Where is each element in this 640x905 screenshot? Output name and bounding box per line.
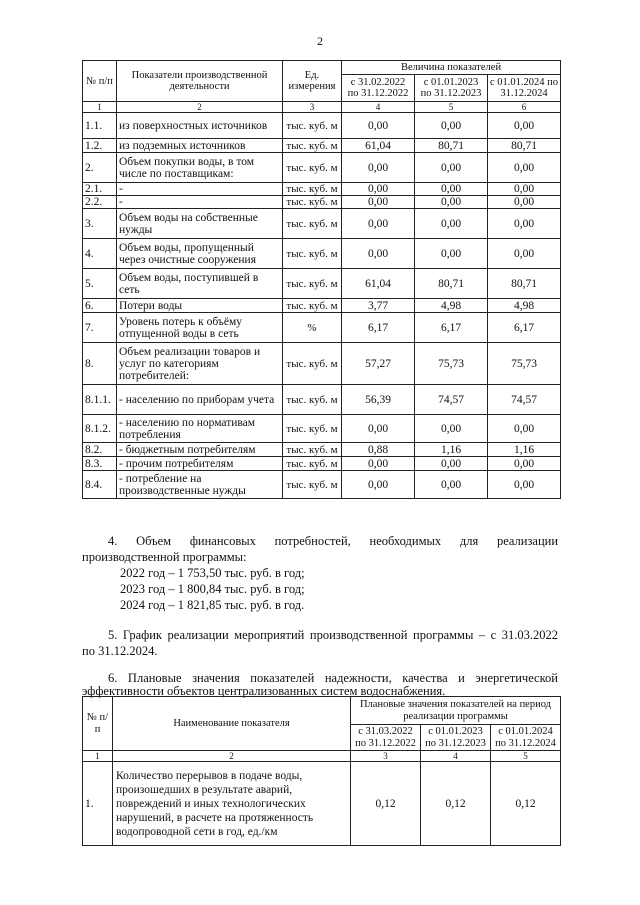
indicator-name: из подземных источников xyxy=(117,139,283,153)
value-period-3: 0,00 xyxy=(488,209,561,239)
indicator-name: Потери воды xyxy=(117,299,283,313)
value-period-3: 0,00 xyxy=(488,196,561,209)
row-number: 8. xyxy=(83,343,117,385)
col-number-5: 5 xyxy=(415,102,488,113)
table-row xyxy=(83,139,561,153)
section-4-line-2: производственной программы: xyxy=(82,550,247,564)
t2-header-period-1: с 31.03.2022 по 31.12.2022 xyxy=(351,725,421,751)
section-4-line-1 xyxy=(108,534,558,549)
finance-2023: 2023 год – 1 800,84 тыс. руб. в год; xyxy=(120,582,305,596)
value-period-3: 0,00 xyxy=(488,113,561,139)
indicator-name: Объем воды, поступившей в сеть xyxy=(117,269,283,299)
section-4-word: потребностей, xyxy=(274,534,351,548)
value-period-3: 0,00 xyxy=(488,457,561,471)
indicator-name: Количество перерывов в подаче воды, произошедших в результате аварий, повреждений и иных технологических нарушений, в расчете на протяженность водопроводной сети в год, ед./км xyxy=(113,762,351,846)
row-number: 8.4. xyxy=(83,471,117,499)
t2-col-number-2: 2 xyxy=(113,751,351,762)
table-row xyxy=(83,209,561,239)
value-period-2: 0,00 xyxy=(415,471,488,499)
indicator-name: - бюджетным потребителям xyxy=(117,443,283,457)
value-period-3: 0,00 xyxy=(488,471,561,499)
indicator-name: Уровень потерь к объёму отпущенной воды в сеть xyxy=(117,313,283,343)
value-period-2: 1,16 xyxy=(415,443,488,457)
table-row xyxy=(83,313,561,343)
finance-2024: 2024 год – 1 821,85 тыс. руб. в год. xyxy=(120,598,305,612)
value-period-1: 61,04 xyxy=(342,269,415,299)
indicator-name: - населению по нормативам потребления xyxy=(117,415,283,443)
reliability-indicators-table xyxy=(82,696,561,846)
unit: тыс. куб. м xyxy=(283,196,342,209)
value-period-2: 0,00 xyxy=(415,113,488,139)
col-number-1: 1 xyxy=(83,102,117,113)
indicator-name: из поверхностных источников xyxy=(117,113,283,139)
col-number-6: 6 xyxy=(488,102,561,113)
value-period-1: 56,39 xyxy=(342,385,415,415)
indicator-name: - населению по приборам учета xyxy=(117,385,283,415)
value-period-2: 6,17 xyxy=(415,313,488,343)
col-number-3: 3 xyxy=(283,102,342,113)
table-row xyxy=(83,183,561,196)
header-period-3: с 01.01.2024 по 31.12.2024 xyxy=(488,75,561,102)
value-period-1: 0,00 xyxy=(342,113,415,139)
indicator-name: - xyxy=(117,196,283,209)
value-period-3: 75,73 xyxy=(488,343,561,385)
header-unit: Ед. измерения xyxy=(283,61,342,102)
row-number: 1.1. xyxy=(83,113,117,139)
section-6-line-1: 6. Плановые значения показателей надежности, качества и энергетической xyxy=(108,671,558,685)
value-period-3: 0,00 xyxy=(488,415,561,443)
page-number: 2 xyxy=(317,34,323,48)
value-period-3: 0,00 xyxy=(488,183,561,196)
table-row xyxy=(83,457,561,471)
value-period-1: 0,00 xyxy=(342,153,415,183)
indicator-name: - потребление на производственные нужды xyxy=(117,471,283,499)
unit: тыс. куб. м xyxy=(283,415,342,443)
value-period-2: 80,71 xyxy=(415,139,488,153)
indicator-name: - прочим потребителям xyxy=(117,457,283,471)
t2-col-number-4: 4 xyxy=(421,751,491,762)
value-period-3: 0,12 xyxy=(491,762,561,846)
section-4-word: 4. Объем xyxy=(108,534,172,548)
value-period-1: 0,00 xyxy=(342,209,415,239)
section-6-line-2: эффективности объектов централизованных систем водоснабжения. xyxy=(82,684,446,698)
value-period-3: 0,00 xyxy=(488,153,561,183)
table-row xyxy=(83,762,561,846)
row-number: 4. xyxy=(83,239,117,269)
section-5-line-1: 5. График реализации мероприятий производственной программы – с 31.03.2022 xyxy=(108,628,558,642)
t2-col-number-1: 1 xyxy=(83,751,113,762)
header-period-2: с 01.01.2023 по 31.12.2023 xyxy=(415,75,488,102)
table-row xyxy=(83,239,561,269)
section-5-line-2: по 31.12.2024. xyxy=(82,644,158,658)
header-indicator: Показатели производственной деятельности xyxy=(117,61,283,102)
section-4-word: финансовых xyxy=(189,534,256,548)
row-number: 8.2. xyxy=(83,443,117,457)
value-period-1: 0,00 xyxy=(342,183,415,196)
value-period-3: 80,71 xyxy=(488,269,561,299)
col-number-2: 2 xyxy=(117,102,283,113)
value-period-1: 57,27 xyxy=(342,343,415,385)
unit: тыс. куб. м xyxy=(283,269,342,299)
table-row xyxy=(83,113,561,139)
value-period-2: 75,73 xyxy=(415,343,488,385)
indicator-name: Объем воды на собственные нужды xyxy=(117,209,283,239)
row-number: 1. xyxy=(83,762,113,846)
row-number: 2.1. xyxy=(83,183,117,196)
t2-header-period-2: с 01.01.2023 по 31.12.2023 xyxy=(421,725,491,751)
section-4-word: необходимых xyxy=(369,534,442,548)
value-period-3: 0,00 xyxy=(488,239,561,269)
value-period-2: 0,00 xyxy=(415,196,488,209)
indicator-name: Объем реализации товаров и услуг по категориям потребителей: xyxy=(117,343,283,385)
table-row xyxy=(83,343,561,385)
row-number: 8.3. xyxy=(83,457,117,471)
value-period-2: 0,00 xyxy=(415,239,488,269)
unit: % xyxy=(283,313,342,343)
row-number: 8.1.1. xyxy=(83,385,117,415)
unit: тыс. куб. м xyxy=(283,153,342,183)
unit: тыс. куб. м xyxy=(283,457,342,471)
row-number: 2.2. xyxy=(83,196,117,209)
indicator-name: - xyxy=(117,183,283,196)
row-number: 6. xyxy=(83,299,117,313)
unit: тыс. куб. м xyxy=(283,443,342,457)
section-4-word: для xyxy=(459,534,479,548)
table-row xyxy=(83,415,561,443)
row-number: 5. xyxy=(83,269,117,299)
unit: тыс. куб. м xyxy=(283,113,342,139)
value-period-2: 4,98 xyxy=(415,299,488,313)
value-period-3: 74,57 xyxy=(488,385,561,415)
row-number: 3. xyxy=(83,209,117,239)
value-period-1: 6,17 xyxy=(342,313,415,343)
value-period-1: 0,00 xyxy=(342,415,415,443)
header-values-group: Величина показателей xyxy=(342,61,561,75)
production-indicators-table xyxy=(82,60,561,499)
value-period-3: 80,71 xyxy=(488,139,561,153)
value-period-3: 4,98 xyxy=(488,299,561,313)
value-period-2: 0,00 xyxy=(415,415,488,443)
value-period-2: 80,71 xyxy=(415,269,488,299)
unit: тыс. куб. м xyxy=(283,343,342,385)
t2-col-number-3: 3 xyxy=(351,751,421,762)
value-period-3: 1,16 xyxy=(488,443,561,457)
t2-col-number-5: 5 xyxy=(491,751,561,762)
value-period-2: 74,57 xyxy=(415,385,488,415)
value-period-2: 0,00 xyxy=(415,183,488,196)
row-number: 2. xyxy=(83,153,117,183)
header-period-1: с 31.02.2022 по 31.12.2022 xyxy=(342,75,415,102)
unit: тыс. куб. м xyxy=(283,239,342,269)
table-row xyxy=(83,196,561,209)
t2-header-period-3: с 01.01.2024 по 31.12.2024 xyxy=(491,725,561,751)
value-period-1: 0,00 xyxy=(342,196,415,209)
unit: тыс. куб. м xyxy=(283,183,342,196)
value-period-1: 0,88 xyxy=(342,443,415,457)
unit: тыс. куб. м xyxy=(283,299,342,313)
section-4-word: реализации xyxy=(496,534,559,548)
col-number-4: 4 xyxy=(342,102,415,113)
row-number: 7. xyxy=(83,313,117,343)
t2-header-values-group: Плановые значения показателей на период реализации программы xyxy=(351,697,561,725)
unit: тыс. куб. м xyxy=(283,139,342,153)
row-number: 8.1.2. xyxy=(83,415,117,443)
value-period-1: 3,77 xyxy=(342,299,415,313)
value-period-1: 0,00 xyxy=(342,471,415,499)
unit: тыс. куб. м xyxy=(283,209,342,239)
table-row xyxy=(83,299,561,313)
value-period-1: 0,00 xyxy=(342,239,415,269)
row-number: 1.2. xyxy=(83,139,117,153)
table-row xyxy=(83,385,561,415)
value-period-3: 6,17 xyxy=(488,313,561,343)
indicator-name: Объем покупки воды, в том числе по поставщикам: xyxy=(117,153,283,183)
t2-header-indicator: Наименование показателя xyxy=(113,697,351,751)
table-row xyxy=(83,443,561,457)
value-period-2: 0,00 xyxy=(415,457,488,471)
unit: тыс. куб. м xyxy=(283,471,342,499)
table-row xyxy=(83,471,561,499)
value-period-2: 0,00 xyxy=(415,153,488,183)
table-row xyxy=(83,269,561,299)
indicator-name: Объем воды, пропущенный через очистные сооружения xyxy=(117,239,283,269)
header-num: № п/п xyxy=(83,61,117,102)
value-period-2: 0,12 xyxy=(421,762,491,846)
t2-header-num: № п/п xyxy=(83,697,113,751)
value-period-1: 0,00 xyxy=(342,457,415,471)
value-period-1: 0,12 xyxy=(351,762,421,846)
finance-2022: 2022 год – 1 753,50 тыс. руб. в год; xyxy=(120,566,305,580)
value-period-2: 0,00 xyxy=(415,209,488,239)
unit: тыс. куб. м xyxy=(283,385,342,415)
table-row xyxy=(83,153,561,183)
value-period-1: 61,04 xyxy=(342,139,415,153)
